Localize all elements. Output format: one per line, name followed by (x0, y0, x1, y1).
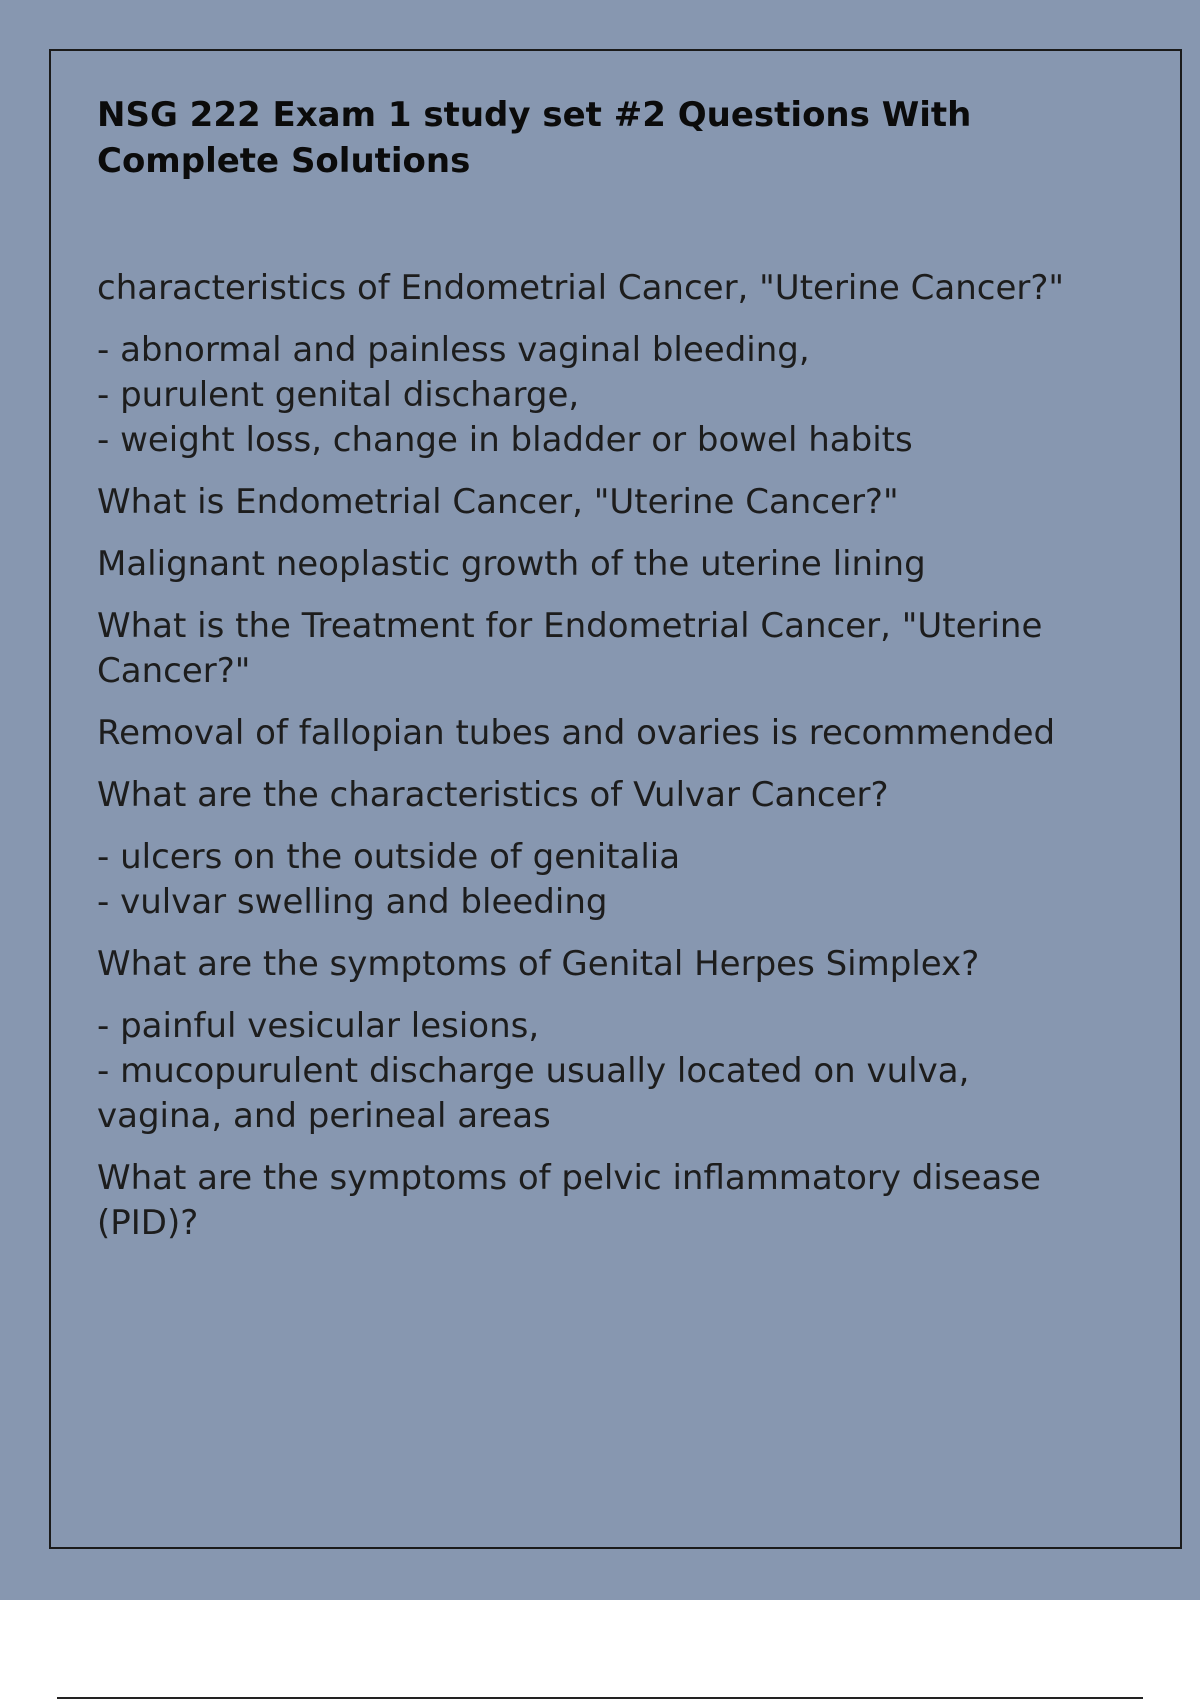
question-2: What is Endometrial Cancer, "Uterine Cancer?" (97, 482, 899, 522)
qa-list (97, 266, 1097, 1246)
answer-4: - ulcers on the outside of genitalia - vulvar swelling and bleeding (97, 837, 681, 922)
question-4: What are the characteristics of Vulvar Cancer? (97, 775, 889, 815)
document-title: NSG 222 Exam 1 study set #2 Questions With Complete Solutions (97, 95, 972, 181)
question-6: What are the symptoms of pelvic inflammatory disease (PID)? (97, 1158, 1041, 1243)
answer-5: - painful vesicular lesions, - mucopurulent discharge usually located on vulva, vagina, and perineal areas (97, 1006, 970, 1136)
answer-3: Removal of fallopian tubes and ovaries is recommended (97, 713, 1056, 753)
answer-2: Malignant neoplastic growth of the uterine lining (97, 544, 926, 584)
footer-divider (57, 1697, 1143, 1699)
card-content (97, 92, 1097, 1263)
answer-1: - abnormal and painless vaginal bleeding, - purulent genital discharge, - weight loss, change in bladder or bowel habits (97, 330, 913, 460)
question-3: What is the Treatment for Endometrial Cancer, "Uterine Cancer?" (97, 606, 1043, 691)
question-5: What are the symptoms of Genital Herpes Simplex? (97, 944, 980, 984)
question-1: characteristics of Endometrial Cancer, "Uterine Cancer?" (97, 268, 1065, 308)
